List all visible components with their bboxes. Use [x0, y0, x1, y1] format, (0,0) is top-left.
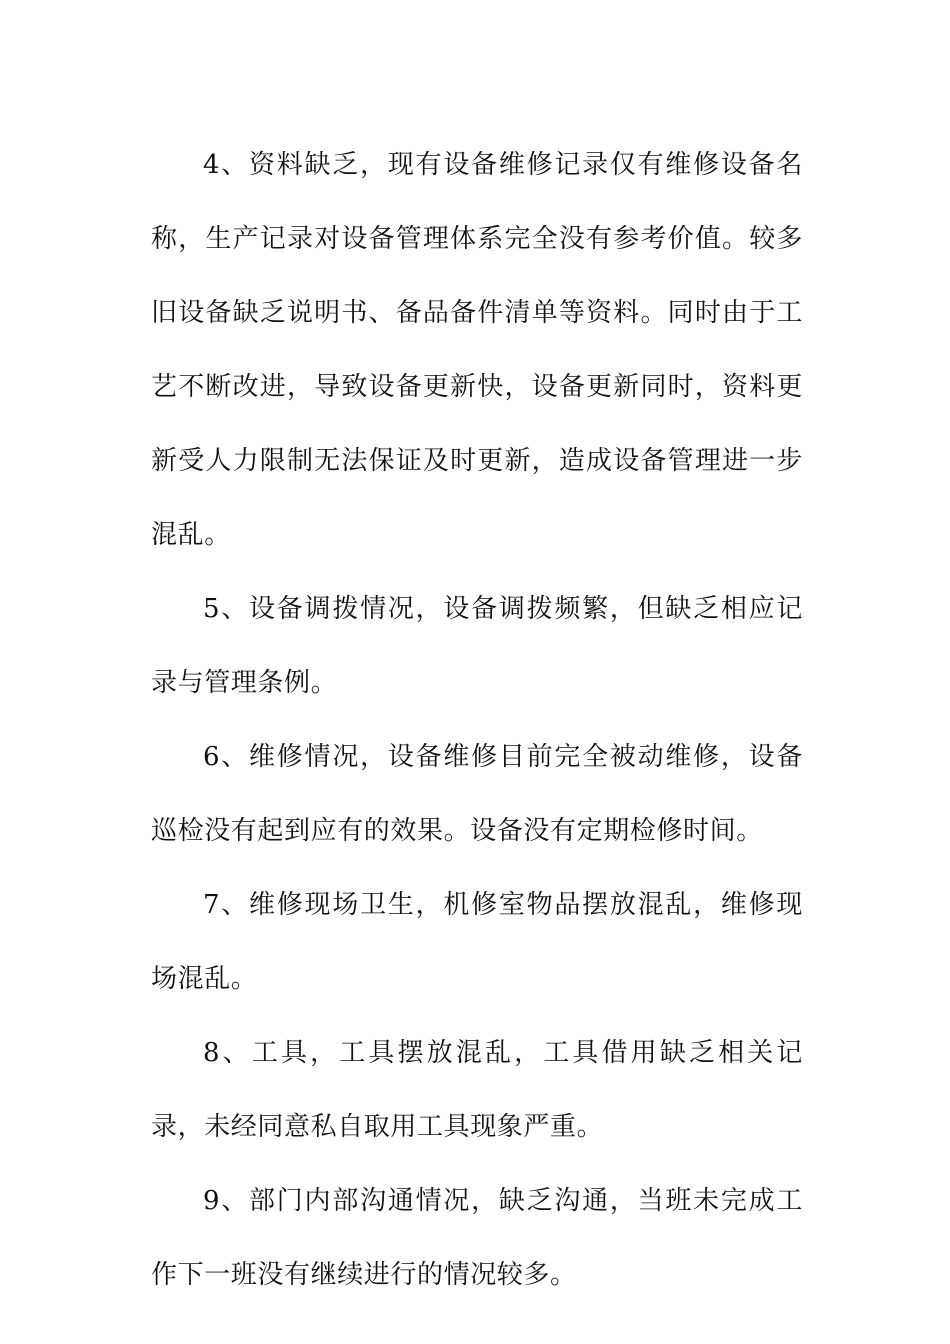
- paragraph-item-4: 4、资料缺乏，现有设备维修记录仅有维修设备名称，生产记录对设备管理体系完全没有参考价值。较多旧设备缺乏说明书、备品备件清单等资料。同时由于工艺不断改进，导致设备更新快，设备更新同时，资料更新受人力限制无法保证及时更新，造成设备管理进一步混乱。: [151, 150, 803, 550]
- paragraph-item-7: 7、维修现场卫生，机修室物品摆放混乱，维修现场混乱。: [151, 890, 803, 994]
- paragraph-item-9: 9、部门内部沟通情况，缺乏沟通，当班未完成工作下一班没有继续进行的情况较多。: [151, 1186, 803, 1290]
- paragraph-item-6: 6、维修情况，设备维修目前完全被动维修，设备巡检没有起到应有的效果。设备没有定期检修时间。: [151, 742, 803, 846]
- document-body: [151, 128, 803, 1312]
- paragraph-item-5: 5、设备调拨情况，设备调拨频繁，但缺乏相应记录与管理条例。: [151, 594, 803, 698]
- paragraph-item-8: 8、工具，工具摆放混乱，工具借用缺乏相关记录，未经同意私自取用工具现象严重。: [151, 1038, 803, 1142]
